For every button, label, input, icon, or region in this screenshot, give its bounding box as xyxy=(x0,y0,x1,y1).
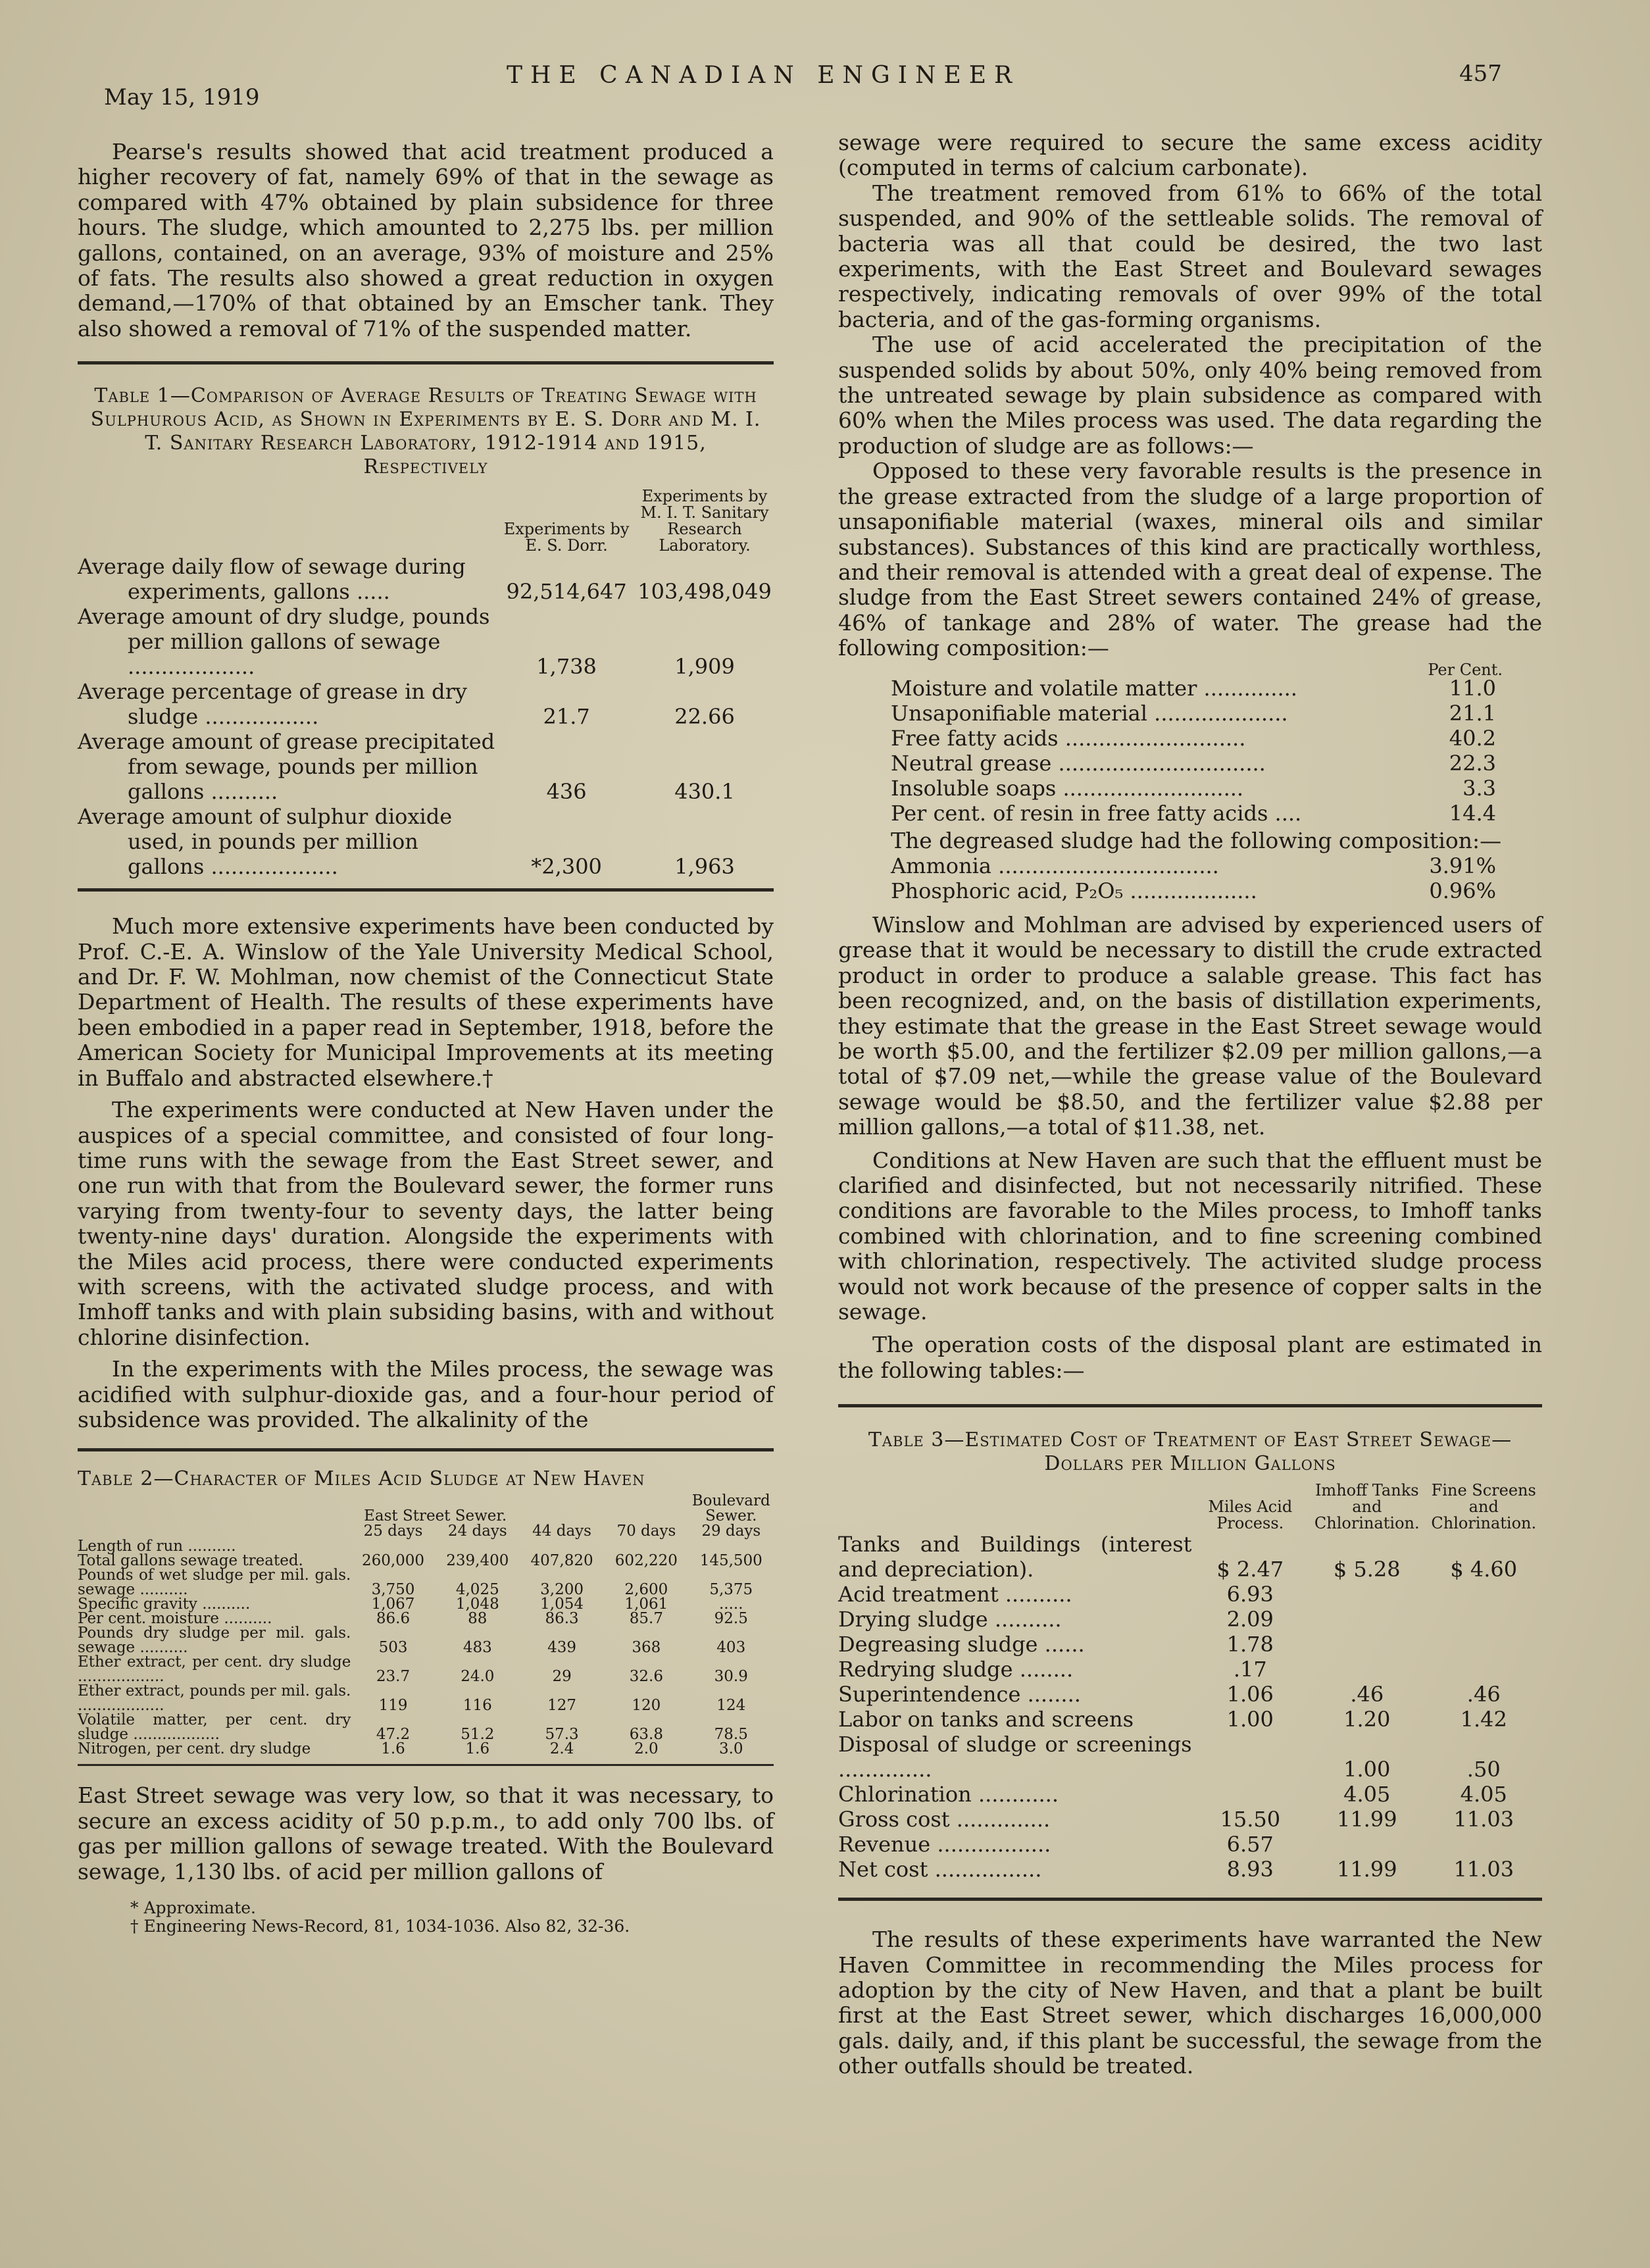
table2-title: Table 2—Character of Miles Acid Sludge at New Haven xyxy=(78,1467,645,1491)
column-header: Experiments by E. S. Dorr. xyxy=(503,520,630,555)
table-group-row xyxy=(78,1494,774,1524)
paragraph: The operation costs of the disposal plant are estimated in the following tables:— xyxy=(838,1332,1542,1383)
table-row xyxy=(78,1684,774,1713)
cell: 8.93 xyxy=(1226,1857,1274,1882)
cell xyxy=(689,1539,774,1553)
cell: 24.0 xyxy=(461,1668,495,1686)
table-row xyxy=(838,1582,1542,1607)
cell xyxy=(520,1539,604,1553)
cell: 483 xyxy=(463,1639,492,1657)
percent-header: Per Cent. xyxy=(1428,660,1503,679)
table-row xyxy=(78,1655,774,1684)
cell: 4.05 xyxy=(1460,1782,1507,1807)
table-row xyxy=(78,1626,774,1655)
cell: $ 4.60 xyxy=(1450,1557,1518,1582)
cell: 21.1 xyxy=(1449,700,1496,726)
table-row xyxy=(838,1707,1542,1732)
row-label: Phosphoric acid, P₂O₅ ................... xyxy=(891,878,1257,903)
cell: 120 xyxy=(632,1697,661,1715)
cell: .46 xyxy=(1466,1682,1501,1707)
cell: 3.91% xyxy=(1429,853,1496,878)
cell: 1,054 xyxy=(540,1596,584,1613)
paragraph: Pearse's results showed that acid treatment produced a higher recovery of fat, namely 69% of that in the sewage as compared with 47% obtained by plain subsidence for three hours. The sludge, which amounted to 2,275 lbs. per million gallons, contained, on an average, 93% of moisture and 25% of fats. The results also showed a great reduction in oxygen demand,—170% of that obtained by an Emscher tank. They also showed a removal of 71% of the suspended matter. xyxy=(78,139,774,341)
cell: 23.7 xyxy=(376,1668,411,1686)
row-label: Ether extract, pounds per mil. gals. .................. xyxy=(78,1682,351,1715)
cell: 260,000 xyxy=(361,1552,425,1570)
table-header-row xyxy=(838,1482,1542,1532)
table1 xyxy=(78,488,774,879)
cell: 22.3 xyxy=(1449,750,1496,776)
row-label: Average daily flow of sewage during experiments, gallons ..... xyxy=(78,554,466,605)
cell: 78.5 xyxy=(714,1726,748,1744)
table-row xyxy=(78,1611,774,1626)
divider xyxy=(78,888,774,892)
paragraph: The treatment removed from 61% to 66% of the total suspended, and 90% of the settleable solids. The removal of bacteria was all that could be desired, the two last experiments, with the East Street and Boulevard sewages respectively, indicating removals of over 99% of the total bacteria, and of the gas-forming organisms. xyxy=(838,180,1542,332)
row-label: Gross cost .............. xyxy=(838,1807,1051,1832)
cell: 86.3 xyxy=(545,1610,579,1628)
cell: ..... xyxy=(718,1596,743,1613)
sludge-composition-table xyxy=(838,853,1542,903)
row-label: Revenue ................. xyxy=(838,1832,1051,1857)
cell: 86.6 xyxy=(376,1610,411,1628)
column-header: Experiments by M. I. T. Sanitary Research Laboratory. xyxy=(640,487,769,555)
cell: 11.03 xyxy=(1453,1807,1514,1832)
cell: 116 xyxy=(463,1697,492,1715)
cell: 14.4 xyxy=(1449,800,1496,826)
column-header: 70 days xyxy=(616,1523,676,1540)
cell: 1,909 xyxy=(674,654,735,680)
cell xyxy=(604,1539,688,1553)
table-row xyxy=(838,853,1542,878)
cell xyxy=(1426,1632,1543,1657)
cell: 2.09 xyxy=(1226,1607,1274,1632)
cell: 15.50 xyxy=(1220,1807,1281,1832)
paragraph: The experiments were conducted at New Haven under the auspices of a special committee, and consisted of four long-time runs with the sewage from the East Street sewer, and one run with that from the Boulevard sewer, the former runs varying from twenty-four to seventy days, the latter being twenty-nine days' duration. Alongside the experiments with the Miles acid process, there were conducted experiments with screens, with the activated sludge process, and with Imhoff tanks and with plain subsiding basins, with and without chlorine disinfection. xyxy=(78,1097,774,1350)
cell: 6.93 xyxy=(1226,1582,1274,1607)
row-label: Net cost ................ xyxy=(838,1857,1042,1882)
footnote: * Approximate. xyxy=(130,1898,257,1917)
row-label: Unsaponifiable material .................... xyxy=(891,700,1288,726)
table-row xyxy=(838,776,1542,801)
column-header: 24 days xyxy=(447,1523,507,1540)
cell: 1,061 xyxy=(624,1596,668,1613)
cell: 1,067 xyxy=(371,1596,415,1613)
table3 xyxy=(838,1482,1542,1882)
row-label: Drying sludge .......... xyxy=(838,1607,1062,1632)
table-row xyxy=(838,1732,1542,1782)
paragraph: Winslow and Mohlman are advised by experienced users of grease that it would be necessary to distill the crude extracted product in order to produce a salable grease. This fact has been recognized, and, on the basis of distillation experiments, they estimate that the grease in the East Street sewage would be worth $5.00, and the fertilizer $2.09 per million gallons,—a total of $7.09 net,—while the grease value of the Boulevard sewage would be $8.50, and the fertilizer value $2.88 per million gallons,—a total of $11.38, net. xyxy=(838,911,1542,1140)
cell xyxy=(436,1539,520,1553)
cell: 2.4 xyxy=(549,1740,574,1758)
cell: 3,200 xyxy=(540,1581,584,1599)
cell xyxy=(1426,1582,1543,1607)
cell: 88 xyxy=(468,1610,488,1628)
cell xyxy=(1309,1632,1425,1657)
table3-title: Table 3—Estimated Cost of Treatment of East Street Sewage—Dollars per Million Gallons xyxy=(868,1428,1512,1476)
row-label: Acid treatment .......... xyxy=(838,1582,1072,1607)
cell: 92.5 xyxy=(714,1610,748,1628)
row-label: Free fatty acids ........................... xyxy=(891,725,1246,751)
cell: 29 xyxy=(552,1668,572,1686)
table-row xyxy=(78,1742,774,1756)
row-label: Redrying sludge ........ xyxy=(838,1657,1074,1682)
cell: 1.6 xyxy=(381,1740,405,1758)
cell: 11.99 xyxy=(1336,1857,1397,1882)
table-row xyxy=(78,804,774,879)
cell: 57.3 xyxy=(545,1726,579,1744)
row-label: Moisture and volatile matter .............. xyxy=(891,675,1297,701)
cell: 1.42 xyxy=(1460,1707,1507,1732)
row-label: Superintendence ........ xyxy=(838,1682,1081,1707)
row-label: Tanks and Buildings (interest and depreciation). xyxy=(838,1532,1192,1582)
row-label: Average percentage of grease in dry sludge ................. xyxy=(78,679,467,730)
cell: 4,025 xyxy=(455,1581,499,1599)
cell: 51.2 xyxy=(461,1726,495,1744)
row-label: Volatile matter, per cent. dry sludge .................. xyxy=(78,1711,351,1744)
row-label: Average amount of grease precipitated from sewage, pounds per million gallons .......... xyxy=(78,729,495,805)
paragraph: The results of these experiments have warranted the New Haven Committee in recommending the Miles process for adoption by the city of New Haven, and that a plant be built first at the East Street sewer, which discharges 16,000,000 gals. daily, and, if this plant be successful, the sewage from the other outfalls should be treated. xyxy=(838,1927,1542,2079)
cell: 439 xyxy=(547,1639,577,1657)
cell: 368 xyxy=(632,1639,661,1657)
group-header: East Street Sewer. xyxy=(364,1507,507,1525)
cell: 1.78 xyxy=(1226,1632,1274,1657)
cell: 22.66 xyxy=(674,704,735,730)
table-row xyxy=(78,604,774,679)
column-header: Miles Acid Process. xyxy=(1208,1498,1293,1533)
row-label: Average amount of dry sludge, pounds per million gallons of sewage ................... xyxy=(78,604,490,680)
footnote: † Engineering News-Record, 81, 1034-1036. Also 82, 32-36. xyxy=(130,1917,630,1936)
table-header-row xyxy=(78,488,774,554)
paragraph: In the experiments with the Miles process, the sewage was acidified with sulphur-dioxide gas, and a four-hour period of subsidence was provided. The alkalinity of the xyxy=(78,1356,774,1432)
row-label: Ammonia ................................. xyxy=(891,853,1219,878)
cell: 1.00 xyxy=(1226,1707,1274,1732)
divider xyxy=(78,1448,774,1451)
cell xyxy=(1426,1832,1543,1857)
column-header: Fine Screens and Chlorination. xyxy=(1431,1481,1537,1533)
row-label: Neutral grease ............................... xyxy=(891,750,1266,776)
table-row xyxy=(838,1607,1542,1632)
table-row xyxy=(78,1568,774,1597)
cell xyxy=(1309,1582,1425,1607)
cell: .46 xyxy=(1350,1682,1384,1707)
cell: 1.20 xyxy=(1343,1707,1391,1732)
row-label: Nitrogen, per cent. dry sludge xyxy=(78,1740,311,1758)
table-row xyxy=(838,1632,1542,1657)
paragraph: The use of acid accelerated the precipitation of the suspended solids by about 50%, only 40% being removed from the untreated sewage by plain subsidence as compared with 60% when the Miles process was used. The data regarding the production of sludge are as follows:— xyxy=(838,332,1542,459)
paragraph: The degreased sludge had the following composition:— xyxy=(891,827,1502,853)
cell: 1,738 xyxy=(536,654,597,680)
divider xyxy=(838,1898,1542,1901)
issue-date: May 15, 1919 xyxy=(104,84,260,111)
cell xyxy=(351,1539,435,1553)
cell: 124 xyxy=(716,1697,746,1715)
table-row xyxy=(838,726,1542,751)
page-number: 457 xyxy=(1459,61,1502,87)
cell: 30.9 xyxy=(714,1668,748,1686)
cell: 85.7 xyxy=(629,1610,663,1628)
cell: 239,400 xyxy=(446,1552,509,1570)
table-row xyxy=(78,554,774,604)
cell: 6.57 xyxy=(1226,1832,1274,1857)
paragraph: Opposed to these very favorable results is the presence in the grease extracted from the sludge of a large proportion of unsaponifiable material (waxes, mineral oils and similar substances). Substances of this kind are practically worthless, and their removal is attended with a great deal of expense. The sludge from the East Street sewers contained 24% of grease, 46% of tankage and 28% of water. The grease had the following composition:— xyxy=(838,458,1542,661)
right-column xyxy=(838,130,1542,2079)
cell: 32.6 xyxy=(629,1668,663,1686)
divider xyxy=(838,1404,1542,1407)
cell xyxy=(1309,1657,1425,1682)
table-row xyxy=(838,1782,1542,1807)
row-label: Specific gravity .......... xyxy=(78,1596,251,1613)
cell: 127 xyxy=(547,1697,577,1715)
divider xyxy=(78,361,774,365)
cell: 2.0 xyxy=(634,1740,659,1758)
cell: 503 xyxy=(378,1639,408,1657)
row-label: Ether extract, per cent. dry sludge .................. xyxy=(78,1653,351,1686)
cell xyxy=(1192,1782,1309,1807)
table-row xyxy=(838,1682,1542,1707)
cell: .50 xyxy=(1466,1757,1501,1782)
cell: 11.99 xyxy=(1336,1807,1397,1832)
paragraph: East Street sewage was very low, so that it was necessary, to secure an excess acidity of 50 p.p.m., to add only 700 lbs. of gas per million gallons of sewage treated. With the Boulevard sewage, 1,130 lbs. of acid per million gallons of xyxy=(78,1782,774,1884)
cell: 119 xyxy=(378,1697,408,1715)
table-row xyxy=(838,1857,1542,1882)
cell: 11.03 xyxy=(1453,1857,1514,1882)
cell: 11.0 xyxy=(1449,675,1496,701)
paragraph: sewage were required to secure the same excess acidity (computed in terms of calcium carbonate). xyxy=(838,130,1542,181)
cell: 4.05 xyxy=(1343,1782,1391,1807)
table2 xyxy=(78,1494,774,1756)
journal-title: THE CANADIAN ENGINEER xyxy=(507,62,1020,89)
row-label: Labor on tanks and screens xyxy=(838,1707,1134,1732)
table-row xyxy=(838,1832,1542,1857)
paragraph: Conditions at New Haven are such that the effluent must be clarified and disinfected, but not necessarily nitrified. These conditions are favorable to the Miles process, to Imhoff tanks combined with chlorination, and to fine screening combined with chlorination, respectively. The activited sludge process would not work because of the presence of copper salts in the sewage. xyxy=(838,1147,1542,1325)
cell: 1,048 xyxy=(455,1596,499,1613)
cell: 2,600 xyxy=(624,1581,668,1599)
cell xyxy=(1309,1607,1425,1632)
cell: 145,500 xyxy=(699,1552,762,1570)
cell: 21.7 xyxy=(543,704,590,730)
table-row xyxy=(78,1553,774,1568)
table-row xyxy=(78,1713,774,1742)
table-row xyxy=(78,729,774,804)
table-row xyxy=(78,679,774,729)
cell: 47.2 xyxy=(376,1726,411,1744)
cell: 403 xyxy=(716,1639,746,1657)
cell: $ 5.28 xyxy=(1333,1557,1401,1582)
cell: .17 xyxy=(1233,1657,1267,1682)
row-label: Insoluble soaps ........................... xyxy=(891,775,1244,801)
table-row xyxy=(838,801,1542,826)
row-label: Length of run .......... xyxy=(78,1538,236,1555)
cell: 436 xyxy=(546,779,587,805)
cell: 1.00 xyxy=(1343,1757,1391,1782)
table-header-row xyxy=(78,1524,774,1539)
row-label: Chlorination ............ xyxy=(838,1782,1059,1807)
cell: 407,820 xyxy=(530,1552,593,1570)
table-row xyxy=(838,1657,1542,1682)
cell: 3.3 xyxy=(1462,775,1496,801)
group-header: Boulevard Sewer. xyxy=(691,1492,770,1525)
cell: 602,220 xyxy=(614,1552,678,1570)
divider xyxy=(78,1764,774,1766)
cell: *2,300 xyxy=(531,854,602,880)
cell: 1.6 xyxy=(465,1740,490,1758)
table-row xyxy=(838,1807,1542,1832)
cell: 40.2 xyxy=(1449,725,1496,751)
row-label: Average amount of sulphur dioxide used, in pounds per million gallons ................... xyxy=(78,804,453,880)
cell: 3.0 xyxy=(718,1740,743,1758)
column-header: 25 days xyxy=(363,1523,423,1540)
row-label: Disposal of sludge or screenings .............. xyxy=(838,1732,1192,1782)
table-row xyxy=(838,676,1542,701)
cell xyxy=(1426,1657,1543,1682)
left-column xyxy=(78,139,774,1936)
table-row xyxy=(78,1539,774,1553)
cell: 63.8 xyxy=(629,1726,663,1744)
paragraph: Much more extensive experiments have been conducted by Prof. C.-E. A. Winslow of the Yale University Medical School, and Dr. F. W. Mohlman, now chemist of the Connecticut State Department of Health. The results of these experiments have been embodied in a paper read in September, 1918, before the American Society for Municipal Improvements at its meeting in Buffalo and abstracted elsewhere.† xyxy=(78,913,774,1091)
cell: 103,498,049 xyxy=(638,579,772,605)
row-label: Per cent. of resin in free fatty acids .... xyxy=(891,800,1302,826)
row-label: Per cent. moisture .......... xyxy=(78,1610,272,1628)
row-label: Total gallons sewage treated. xyxy=(78,1552,303,1570)
table1-title: Table 1—Comparison of Average Results of Treating Sewage with Sulphurous Acid, as Shown in Experiments by E. S. Dorr and M. I. T. Sanitary Research Laboratory, 1912-1914 and 1915, Respectively xyxy=(90,384,761,479)
cell xyxy=(1192,1732,1309,1782)
cell: 0.96% xyxy=(1429,878,1496,903)
table-row xyxy=(78,1597,774,1611)
table-row xyxy=(838,1532,1542,1582)
row-label: Pounds dry sludge per mil. gals. sewage .......... xyxy=(78,1625,351,1657)
column-header: 44 days xyxy=(532,1523,591,1540)
cell: 1.06 xyxy=(1226,1682,1274,1707)
column-header: Imhoff Tanks and Chlorination. xyxy=(1314,1481,1420,1533)
cell: 1,963 xyxy=(674,854,735,880)
row-label: Pounds of wet sludge per mil. gals. sewage .......... xyxy=(78,1567,351,1599)
cell xyxy=(1309,1832,1425,1857)
table-row xyxy=(838,878,1542,903)
grease-composition-table xyxy=(838,676,1542,826)
cell: $ 2.47 xyxy=(1216,1557,1284,1582)
cell xyxy=(1426,1607,1543,1632)
cell: 5,375 xyxy=(709,1581,753,1599)
cell: 92,514,647 xyxy=(506,579,627,605)
row-label: Degreasing sludge ...... xyxy=(838,1632,1085,1657)
table-row xyxy=(838,751,1542,776)
table-row xyxy=(838,701,1542,726)
cell: 430.1 xyxy=(674,779,735,805)
cell: 3,750 xyxy=(371,1581,415,1599)
column-header: 29 days xyxy=(701,1523,761,1540)
